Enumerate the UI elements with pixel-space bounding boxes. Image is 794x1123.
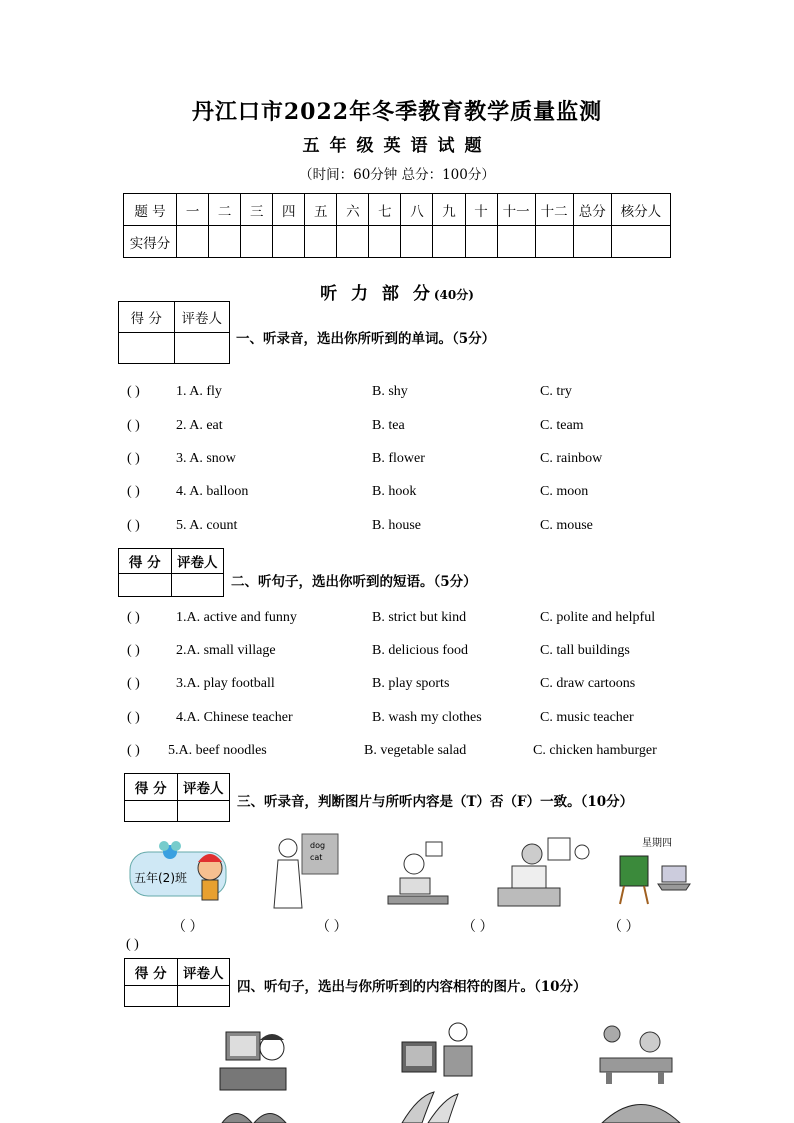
option-b: B. hook [372,484,417,499]
table-cell: 十 [465,194,497,226]
grader-score-label: 得 分 [119,302,175,333]
answer-paren[interactable]: ( ) [127,676,140,691]
option-a: 5.A. beef noodles [168,743,267,758]
time-info: （时间：60分钟 总分：100分） [299,167,495,183]
option-b: B. delicious food [372,643,469,658]
grader-box [124,958,230,1007]
tf-answer-paren[interactable]: （ ） [462,920,494,935]
tf-answer-paren[interactable]: ( ) [126,937,139,952]
grader-box [118,548,224,597]
section4-heading: 四、听句子，选出与你所听到的内容相符的图片。（10分） [237,979,587,995]
grader-reviewer-label: 评卷人 [177,959,230,986]
table-cell: 七 [369,194,401,226]
option-a: 1.A. active and funny [176,610,297,625]
table-cell: 实得分 [124,226,177,258]
grader-box [124,773,230,822]
grader-score-cell[interactable] [125,986,178,1007]
answer-paren[interactable]: ( ) [127,484,140,499]
table-cell: 一 [177,194,209,226]
option-c: C. team [540,418,584,433]
option-b: B. house [372,518,421,533]
table-cell: 核分人 [611,194,670,226]
option-a: 4.A. Chinese teacher [176,710,293,725]
option-b: B. play sports [372,676,450,691]
answer-paren[interactable]: ( ) [127,451,140,466]
table-cell: 二 [209,194,241,226]
class-sign-text: 五年(2)班 [134,871,187,885]
bananas-picture [398,1090,474,1123]
grader-reviewer-cell[interactable] [177,801,230,822]
option-b: B. vegetable salad [364,743,467,758]
blackboard-word-cat: cat [310,853,323,862]
option-a: 4. A. balloon [176,484,249,499]
option-a: 1. A. fly [176,384,222,399]
listening-title-text: 听 力 部 分 [320,284,434,304]
score-cell[interactable] [241,226,273,258]
score-cell[interactable] [273,226,305,258]
table-cell: 题 号 [124,194,177,226]
table-cell: 十一 [497,194,535,226]
option-a: 2. A. eat [176,418,223,433]
boy-tv-picture [400,1020,476,1086]
answer-paren[interactable]: ( ) [127,518,140,533]
grader-reviewer-label: 评卷人 [177,774,230,801]
class-sign-picture [128,832,230,908]
table-cell: 八 [401,194,433,226]
option-b: B. shy [372,384,408,399]
table-cell: 四 [273,194,305,226]
grader-reviewer-label: 评卷人 [171,549,224,574]
score-cell[interactable] [337,226,369,258]
score-cell[interactable] [305,226,337,258]
teacher-blackboard-picture [268,832,340,910]
option-a: 3.A. play football [176,676,275,691]
option-c: C. chicken hamburger [533,743,657,758]
grader-score-cell[interactable] [119,333,175,364]
answer-paren[interactable]: ( ) [127,743,140,758]
grader-reviewer-cell[interactable] [174,333,230,364]
score-table-header-row [124,194,671,226]
tf-answer-paren[interactable]: （ ） [172,920,204,935]
score-cell[interactable] [573,226,611,258]
section2-heading: 二、听句子，选出你听到的短语。（5分） [231,574,477,590]
answer-paren[interactable]: ( ) [127,643,140,658]
option-b: B. strict but kind [372,610,467,625]
option-c: C. draw cartoons [540,676,636,691]
score-cell[interactable] [497,226,535,258]
grader-reviewer-cell[interactable] [171,574,224,597]
section3-heading: 三、听录音，判断图片与所听内容是（T）否（F）一致。（10分） [237,794,634,810]
boy-computer-picture [218,1028,290,1094]
option-b: B. tea [372,418,405,433]
score-cell[interactable] [209,226,241,258]
score-table [123,193,671,258]
option-b: B. flower [372,451,425,466]
score-cell[interactable] [433,226,465,258]
exam-title: 丹江口市2022年冬季教育教学质量监测 [191,99,603,125]
girl-table-picture [596,1024,676,1086]
score-cell[interactable] [401,226,433,258]
table-cell: 六 [337,194,369,226]
option-c: C. music teacher [540,710,634,725]
grader-score-label: 得 分 [119,549,172,574]
option-c: C. moon [540,484,589,499]
thursday-text: 星期四 [642,838,672,849]
bread-picture [598,1092,684,1123]
score-table-input-row [124,226,671,258]
table-cell: 五 [305,194,337,226]
answer-paren[interactable]: ( ) [127,418,140,433]
table-cell: 三 [241,194,273,226]
exam-subtitle: 五年级英语试题 [302,136,492,156]
grader-reviewer-label: 评卷人 [174,302,230,333]
grader-box [118,301,230,364]
listening-points: (40分) [433,288,474,302]
section1-heading: 一、听录音，选出你所听到的单词。（5分） [236,331,496,347]
thursday-class-picture [614,832,696,910]
grader-score-cell[interactable] [119,574,172,597]
tf-answer-paren[interactable]: （ ） [316,920,348,935]
girl-reading-picture [386,838,450,910]
table-cell: 总分 [573,194,611,226]
option-a: 3. A. snow [176,451,236,466]
answer-paren[interactable]: ( ) [127,384,140,399]
option-c: C. mouse [540,518,593,533]
option-c: C. rainbow [540,451,603,466]
score-cell[interactable] [611,226,670,258]
table-cell: 九 [433,194,465,226]
score-cell[interactable] [535,226,573,258]
grader-score-label: 得 分 [125,959,178,986]
student-desk-picture [492,832,592,910]
grader-score-label: 得 分 [125,774,178,801]
table-cell: 十二 [535,194,573,226]
score-cell[interactable] [369,226,401,258]
answer-paren[interactable]: ( ) [127,710,140,725]
option-a: 2.A. small village [176,643,276,658]
grader-score-cell[interactable] [125,801,178,822]
grader-reviewer-cell[interactable] [177,986,230,1007]
tf-answer-paren[interactable]: （ ） [608,920,640,935]
option-c: C. tall buildings [540,643,630,658]
option-b: B. wash my clothes [372,710,482,725]
option-a: 5. A. count [176,518,238,533]
answer-paren[interactable]: ( ) [127,610,140,625]
option-c: C. polite and helpful [540,610,656,625]
food-picture [218,1100,290,1123]
blackboard-word-dog: dog [310,841,326,850]
score-cell[interactable] [465,226,497,258]
score-cell[interactable] [177,226,209,258]
option-c: C. try [540,384,572,399]
